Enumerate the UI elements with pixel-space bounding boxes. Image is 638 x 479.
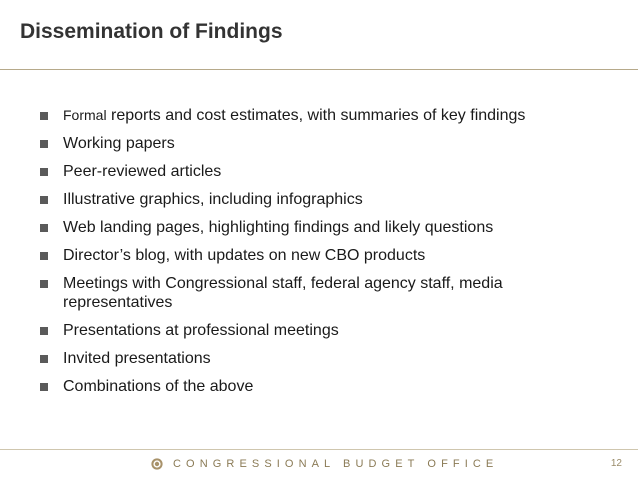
- bullet-item: [40, 218, 600, 237]
- square-bullet-icon: [40, 224, 48, 232]
- bullet-text: Web landing pages, highlighting findings and likely questions: [63, 219, 494, 236]
- bullet-item: [40, 246, 600, 265]
- square-bullet-icon: [40, 168, 48, 176]
- square-bullet-icon: [40, 252, 48, 260]
- bullet-lead: Formal: [63, 107, 107, 123]
- square-bullet-icon: [40, 196, 48, 204]
- bullet-item: [40, 190, 600, 209]
- square-bullet-icon: [40, 383, 48, 391]
- footer-divider: [0, 449, 638, 450]
- square-bullet-icon: [40, 140, 48, 148]
- square-bullet-icon: [40, 355, 48, 363]
- bullet-text: Invited presentations: [63, 350, 211, 367]
- bullet-item: [40, 321, 600, 340]
- bullet-list: [40, 106, 600, 405]
- bullet-text: Illustrative graphics, including infographics: [63, 191, 363, 208]
- bullet-text: Combinations of the above: [63, 378, 254, 395]
- slide-title: Dissemination of Findings: [20, 20, 283, 43]
- page-number: 12: [610, 458, 622, 469]
- bullet-item: [40, 274, 600, 312]
- bullet-text: Meetings with Congressional staff, federal agency staff, media representatives: [63, 275, 503, 311]
- square-bullet-icon: [40, 327, 48, 335]
- bullet-item: [40, 106, 600, 125]
- square-bullet-icon: [40, 112, 48, 120]
- bullet-text: Working papers: [63, 135, 175, 152]
- footer-org-name: CONGRESSIONAL BUDGET OFFICE: [173, 458, 499, 470]
- bullet-item: [40, 134, 600, 153]
- bullet-item: [40, 349, 600, 368]
- square-bullet-icon: [40, 280, 48, 288]
- bullet-text: Director’s blog, with updates on new CBO products: [63, 247, 426, 264]
- bullet-text: reports and cost estimates, with summaries of key findings: [106, 107, 526, 124]
- bullet-text: Presentations at professional meetings: [63, 322, 339, 339]
- cbo-seal-icon: [151, 458, 163, 470]
- bullet-item: [40, 377, 600, 396]
- bullet-text: Peer-reviewed articles: [63, 163, 222, 180]
- bullet-item: [40, 162, 600, 181]
- title-divider: [0, 69, 638, 70]
